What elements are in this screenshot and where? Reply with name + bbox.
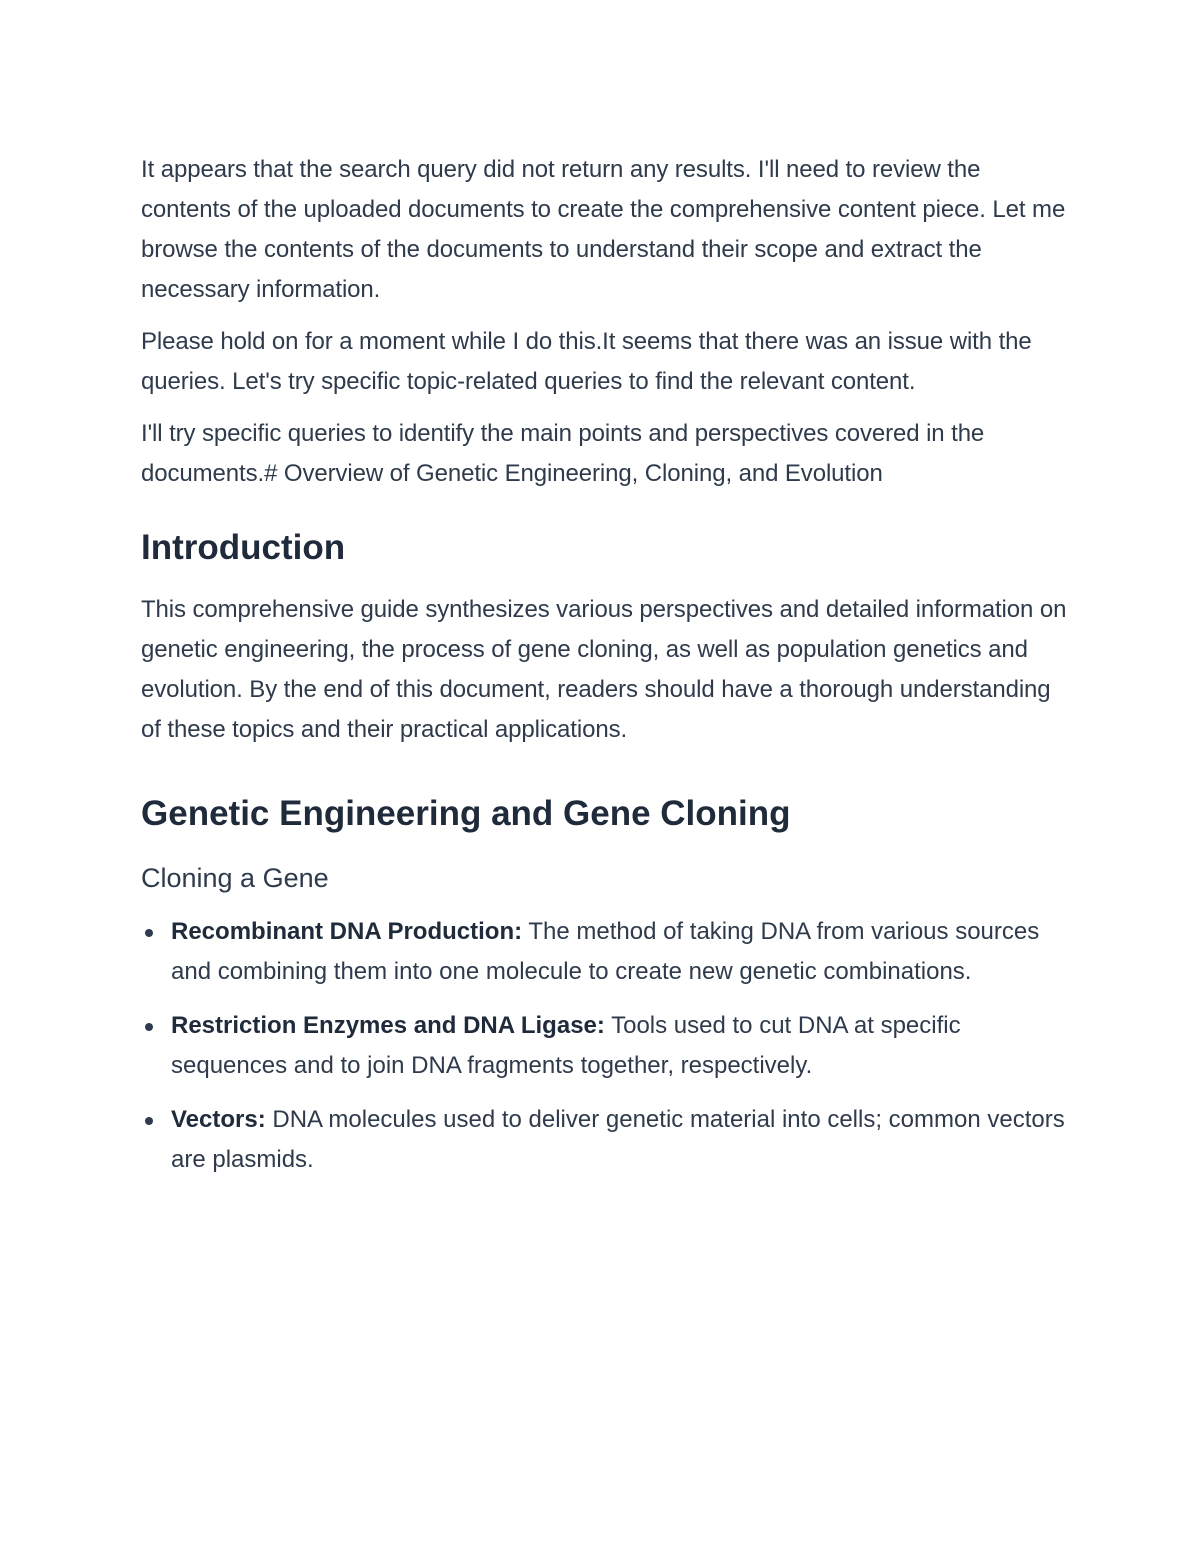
list-item xyxy=(141,1006,1071,1086)
intro-paragraph-2: Please hold on for a moment while I do this.It seems that there was an issue with the queries. Let's try specific topic-related queries to find the relevant content. xyxy=(141,328,1032,395)
subsection-heading: Cloning a Gene xyxy=(141,863,329,893)
section-heading: Genetic Engineering and Gene Cloning xyxy=(141,794,791,833)
list-item-term: Vectors: xyxy=(171,1106,266,1133)
bullet-icon xyxy=(145,1117,153,1125)
list-item-text: Tools used to cut DNA at specific sequences and to join DNA fragments together, respectively. xyxy=(171,1012,961,1079)
list-item xyxy=(141,1100,1071,1180)
list-item xyxy=(141,912,1071,992)
introduction-heading: Introduction xyxy=(141,528,346,567)
list-item-text: DNA molecules used to deliver genetic material into cells; common vectors are plasmids. xyxy=(171,1106,1065,1173)
list-item-text: The method of taking DNA from various sources and combining them into one molecule to create new genetic combinations. xyxy=(171,918,1040,985)
bullet-list xyxy=(141,912,1071,1180)
bullet-icon xyxy=(145,929,153,937)
list-item-term: Recombinant DNA Production: xyxy=(171,918,523,945)
introduction-body: This comprehensive guide synthesizes various perspectives and detailed information on genetic engineering, the process of gene cloning, as well as population genetics and evolution. By the end of this document, readers should have a thorough understanding of these topics and their practical applications. xyxy=(141,596,1067,743)
document-page xyxy=(141,150,1071,1194)
intro-paragraph-1: It appears that the search query did not return any results. I'll need to review the contents of the uploaded documents to create the comprehensive content piece. Let me browse the contents of the documents to understand their scope and extract the necessary information. xyxy=(141,156,1066,303)
intro-paragraph-3: I'll try specific queries to identify the main points and perspectives covered in the documents.# Overview of Genetic Engineering, Cloning, and Evolution xyxy=(141,420,985,487)
bullet-icon xyxy=(145,1023,153,1031)
list-item-term: Restriction Enzymes and DNA Ligase: xyxy=(171,1012,605,1039)
